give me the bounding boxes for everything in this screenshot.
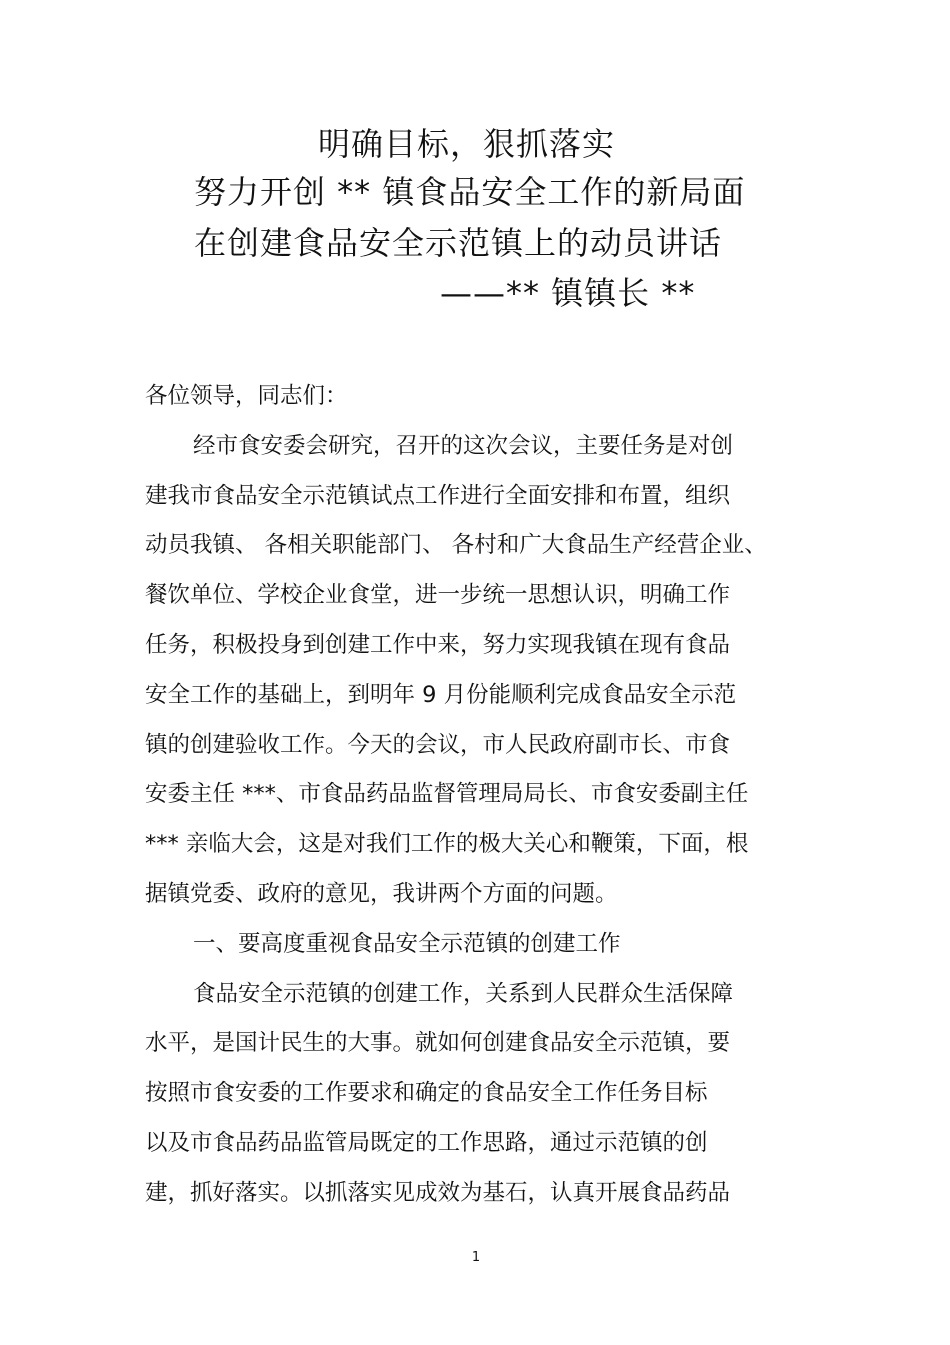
paragraph-1-line: *** 亲临大会，这是对我们工作的极大关心和鞭策，下面，根 <box>145 831 749 857</box>
paragraph-1-line: 餐饮单位、学校企业食堂，进一步统一思想认识，明确工作 <box>145 582 731 608</box>
paragraph-2-line: 按照市食安委的工作要求和确定的食品安全工作任务目标 <box>145 1080 708 1106</box>
section-1-heading: 一、要高度重视食品安全示范镇的创建工作 <box>193 931 621 957</box>
paragraph-1-line: 据镇党委、政府的意见，我讲两个方面的问题。 <box>145 881 618 907</box>
paragraph-2-line: 建，抓好落实。以抓落实见成效为基石，认真开展食品药品 <box>145 1180 731 1206</box>
salutation: 各位领导，同志们： <box>145 383 348 409</box>
title-line-2: 努力开创 ** 镇食品安全工作的新局面 <box>194 173 746 211</box>
paragraph-1-line: 经市食安委会研究，召开的这次会议，主要任务是对创 <box>193 433 734 459</box>
paragraph-1-line: 安委主任 ***、市食品药品监督管理局局长、市食安委副主任 <box>145 781 749 807</box>
page-number: 1 <box>471 1250 481 1265</box>
paragraph-1-line: 镇的创建验收工作。今天的会议，市人民政府副市长、市食 <box>145 732 731 758</box>
paragraph-1-line: 安全工作的基础上，到明年 9 月份能顺利完成食品安全示范 <box>145 682 737 708</box>
paragraph-1-line: 动员我镇、 各相关职能部门、 各村和广大食品生产经营企业、 <box>145 532 767 558</box>
paragraph-2-line: 以及市食品药品监管局既定的工作思路，通过示范镇的创 <box>145 1130 708 1156</box>
paragraph-1-line: 任务，积极投身到创建工作中来，努力实现我镇在现有食品 <box>145 632 731 658</box>
title-line-1: 明确目标，狠抓落实 <box>318 125 616 163</box>
paragraph-2-line: 水平，是国计民生的大事。就如何创建食品安全示范镇，要 <box>145 1030 731 1056</box>
paragraph-1-line: 建我市食品安全示范镇试点工作进行全面安排和布置，组织 <box>145 483 731 509</box>
title-byline: ——** 镇镇长 ** <box>440 274 696 312</box>
paragraph-2-line: 食品安全示范镇的创建工作，关系到人民群众生活保障 <box>193 981 734 1007</box>
title-line-3: 在创建食品安全示范镇上的动员讲话 <box>194 224 723 262</box>
